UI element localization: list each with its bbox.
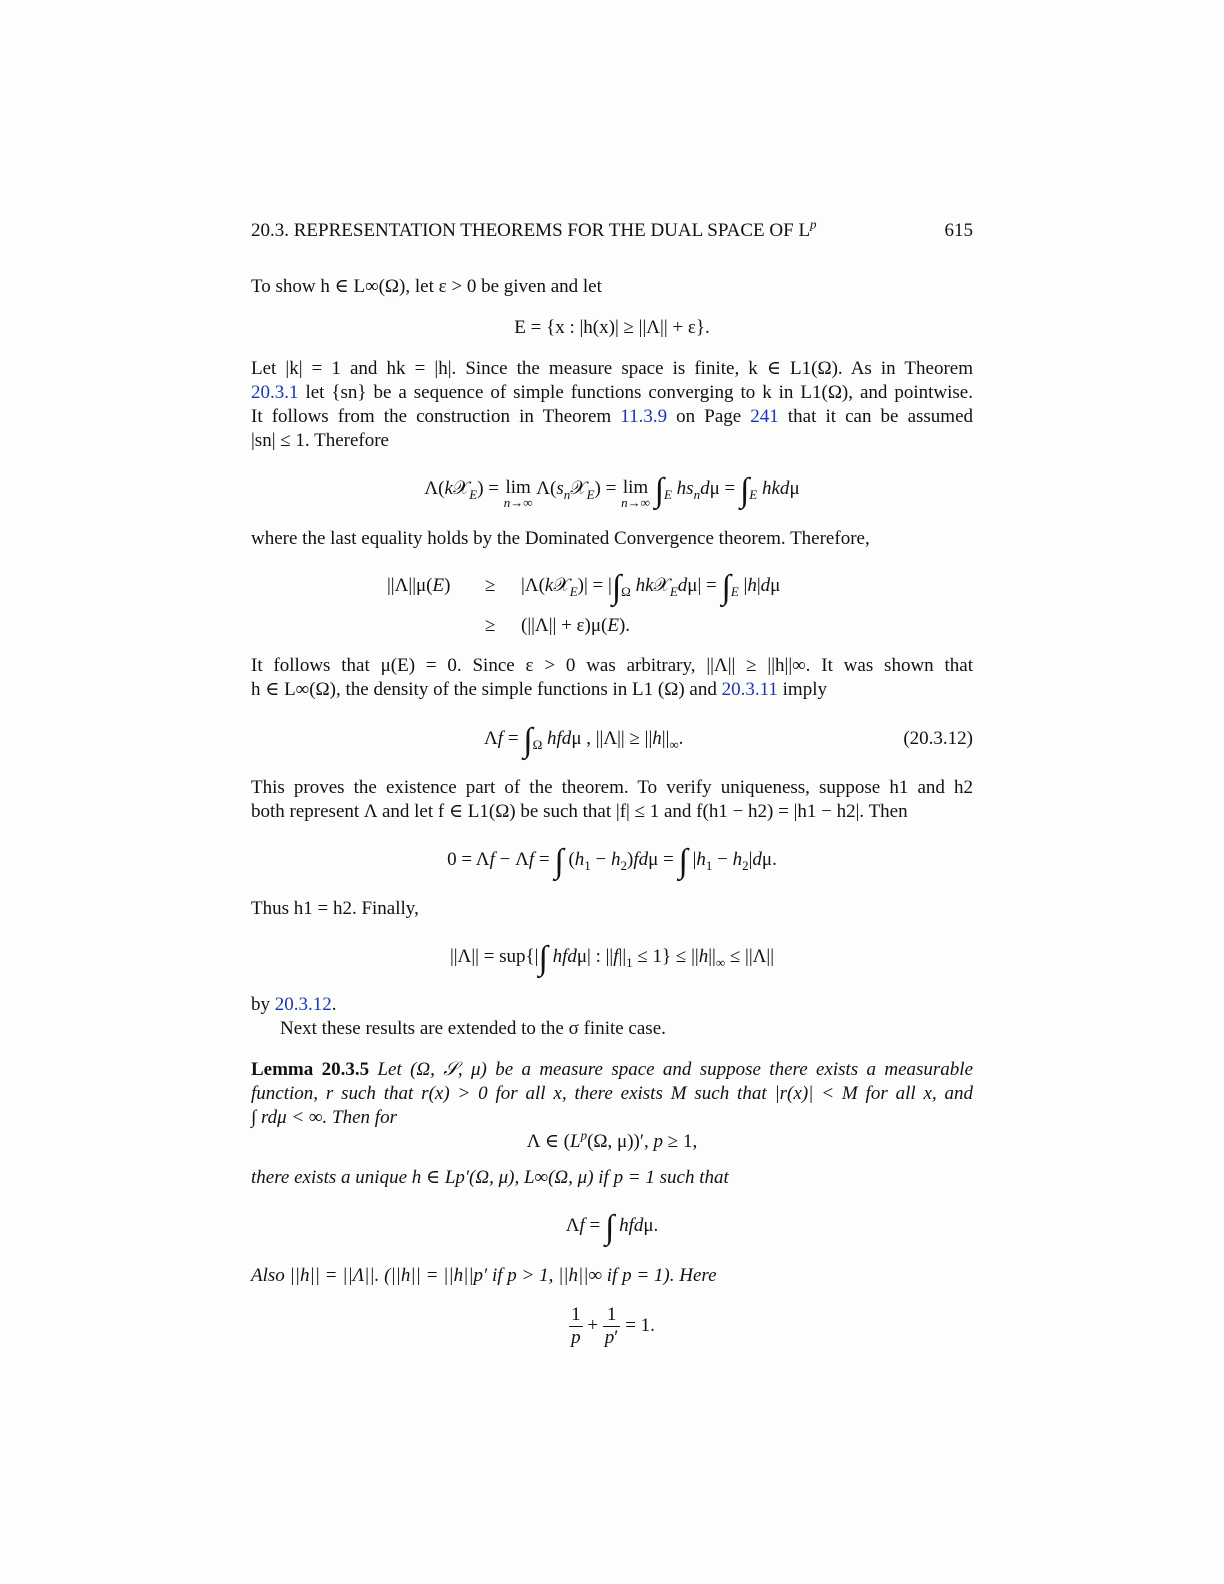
paragraph-1: To show h ∈ L∞(Ω), let ε > 0 be given and let bbox=[251, 276, 602, 297]
lemma-representation: Λf = ∫ hfdμ. bbox=[565, 1209, 659, 1246]
equation-set-e: E = {x : |h(x)| ≥ ||Λ|| + ε}. bbox=[514, 317, 710, 338]
paragraph-2-line-3: It follows from the construction in Theorem 11.3.9 on Page 241 that it can be assumed bbox=[251, 406, 974, 427]
lemma-conjugate-exponent: $\frac{1}{p}$ + $\frac{1}{p'}$ = 1. bbox=[571, 1304, 655, 1348]
page-number: 615 bbox=[944, 220, 973, 241]
ref-eq-20-3-11[interactable]: 20.3.11 bbox=[721, 679, 778, 700]
running-header bbox=[251, 216, 973, 243]
paragraph-4-line-2: h ∈ L∞(Ω), the density of the simple functions in L1 (Ω) and 20.3.11 imply bbox=[251, 679, 827, 700]
paragraph-4-line-1: It follows that μ(E) = 0. Since ε > 0 was arbitrary, ||Λ|| ≥ ||h||∞. It was shown that bbox=[251, 655, 973, 676]
lemma-line-5: Also ||h|| = ||Λ||. (||h|| = ||h||p′ if p > 1, ||h||∞ if p = 1). Here bbox=[251, 1265, 717, 1286]
paragraph-2-line-1: Let |k| = 1 and hk = |h|. Since the measure space is finite, k ∈ L1(Ω). As in Theorem bbox=[251, 358, 973, 379]
paragraph-3: where the last equality holds by the Dominated Convergence theorem. Therefore, bbox=[251, 528, 870, 549]
ref-page-241[interactable]: 241 bbox=[750, 406, 779, 427]
paragraph-5-line-2: both represent Λ and let f ∈ L1(Ω) be such that |f| ≤ 1 and f(h1 − h2) = |h1 − h2|. Then bbox=[251, 801, 908, 822]
section-title: 20.3. REPRESENTATION THEOREMS FOR THE DUAL SPACE OF $L^p$ bbox=[251, 216, 817, 241]
lemma-line-2: function, r such that r(x) > 0 for all x, there exists M such that |r(x)| < M for all x, and bbox=[251, 1083, 973, 1104]
page: 20.3. REPRESENTATION THEOREMS FOR THE DUAL SPACE OF $L^p$ 615 To show h ∈ L∞(Ω), let ε > 0 be given and let E = {x : |h(x)| ≥ ||Λ|| + ε}. Let |k| = 1 and hk = |h|. Since the measure space is finite, k ∈ L1(Ω). As in Theorem 20.3.1 let {sn} be a sequence of simple functions converging to k in L1(Ω), and pointwise. It follows from the construction in Theorem 11.3.9 on Page 241 that it can be assumed |sn| ≤ 1. Therefore Λ(k𝒳$_E$) = lim n→∞ $\Lambda(s_n𝒳_E) = \lim$ n→∞ $\int_E$ $hs_nd\mu = \int_E$ hkdμ where the last equality holds by the Dominated Convergence theorem. Therefore, ||Λ||μ(E) ≥ |Λ(k𝒳$_E$)| = $|\int_\Omega$ hk𝒳$_E$dμ| = $\int_E$ |h|dμ ≥ (||Λ|| + ε)μ(E). It follows that μ(E) = 0. Since ε > 0 was arbitrary, ||Λ|| ≥ ||h||∞. It was shown that h ∈ L∞(Ω), the density of the simple functions in L1 (Ω) and 20.3.11 imply $\Lambda f = \int_\Omega$ hfdμ , $||\Lambda|| \ge ||h||_\infty$. (20.3.12) This proves the existence part of the theorem. To verify uniqueness, suppose h1 and h2 both represent Λ and let f ∈ L1(Ω) be such that |f| ≤ 1 and f(h1 − h2) = |h1 − h2|. Then 0 = Λf − Λf = ∫ $(h_1 - h_2)fd\mu$ = ∫ $|h_1 - h_2|d\mu$. Thus h1 = h2. Finally, ||Λ|| = sup{|∫ hfdμ| : $||f||_1 \le 1\} \le ||h||_\infty \le ||\Lambda||$ by 20.3.12. Next these results are extended to the σ finite case. Lemma 20.3.5 Let (Ω, 𝒮, μ) be a measure space and suppose there exists a measurable function, r such that r(x) > 0 for all x, there exists M such that |r(x)| < M for all x, and ∫ rdμ < ∞. Then for Λ ∈ ($L^p(\Omega$, μ))′, p ≥ 1, there exists a unique h ∈ Lp′(Ω, μ), L∞(Ω, μ) if p = 1 such that Λf = ∫ hfdμ. Also ||h|| = ||Λ||. (||h|| = ||h||p′ if p > 1, ||h||∞ if p = 1). Here $\frac{1}{p}$ + $\frac{1}{p'}$ = 1. bbox=[0, 0, 1224, 1584]
ref-eq-20-3-12[interactable]: 20.3.12 bbox=[274, 994, 332, 1015]
ref-theorem-20-3-1[interactable]: 20.3.1 bbox=[251, 382, 299, 403]
lemma-line-1: Lemma 20.3.5 Let (Ω, 𝒮, μ) be a measure space and suppose there exists a measurable bbox=[251, 1059, 974, 1080]
equation-number: (20.3.12) bbox=[903, 728, 973, 749]
paragraph-5-line-1: This proves the existence part of the theorem. To verify uniqueness, suppose h1 and h2 bbox=[251, 777, 973, 798]
equation-limit: Λ(k𝒳$_E$) = lim n→∞ $\Lambda(s_n𝒳_E) = \lim$ n→∞ $\int_E$ $hs_nd\mu = \int_E$ hkdμ bbox=[424, 472, 800, 510]
lemma-title: Lemma 20.3.5 bbox=[251, 1059, 370, 1080]
equation-norm-sup: ||Λ|| = sup{|∫ hfdμ| : $||f||_1 \le 1\} \le ||h||_\infty \le ||\Lambda||$ bbox=[449, 940, 775, 977]
paragraph-2-line-4: |sn| ≤ 1. Therefore bbox=[251, 430, 389, 451]
paragraph-8: Next these results are extended to the σ finite case. bbox=[280, 1018, 666, 1039]
paragraph-6: Thus h1 = h2. Finally, bbox=[251, 898, 419, 919]
ref-theorem-11-3-9[interactable]: 11.3.9 bbox=[620, 406, 668, 427]
lemma-line-4: there exists a unique h ∈ Lp′(Ω, μ), L∞(Ω, μ) if p = 1 such that bbox=[251, 1167, 729, 1188]
lemma-line-3: ∫ rdμ < ∞. Then for bbox=[251, 1107, 397, 1128]
lemma-dual-space: Λ ∈ ($L^p(\Omega$, μ))′, p ≥ 1, bbox=[526, 1127, 698, 1152]
paragraph-2-line-2: 20.3.1 let {sn} be a sequence of simple functions converging to k in L1(Ω), and pointwise. bbox=[251, 382, 973, 403]
paragraph-7: by 20.3.12. bbox=[251, 994, 337, 1015]
equation-uniqueness: 0 = Λf − Λf = ∫ $(h_1 - h_2)fd\mu$ = ∫ $|h_1 - h_2|d\mu$. bbox=[447, 843, 777, 880]
